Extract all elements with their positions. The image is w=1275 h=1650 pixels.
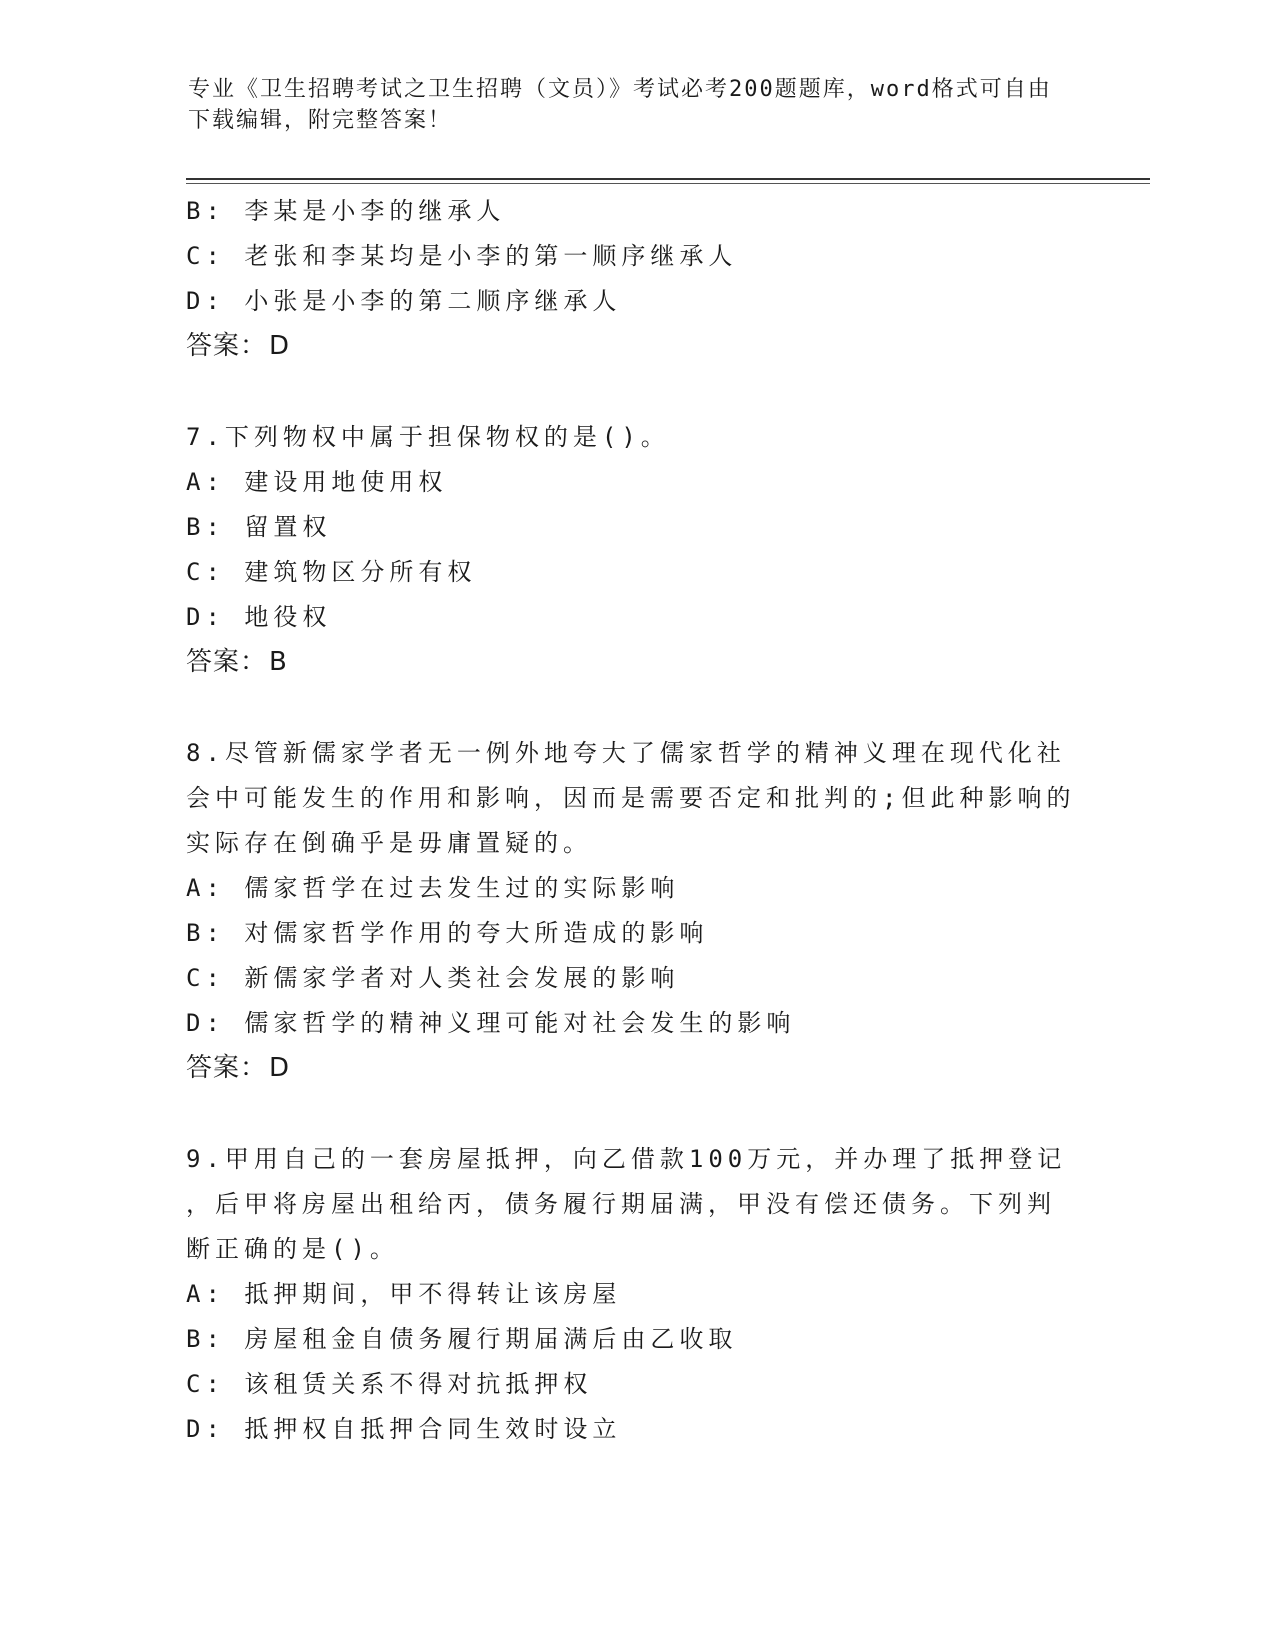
question-stem-line-3: 断正确的是()。: [186, 1235, 399, 1263]
answer-value: B: [269, 647, 288, 677]
answer-line: [186, 1046, 1076, 1091]
spacer: [186, 1091, 1076, 1137]
answer-line: [186, 640, 1076, 685]
header-divider: [186, 178, 1150, 180]
question-9: [186, 1137, 1076, 1452]
option-d: D: 小张是小李的第二顺序继承人: [186, 287, 622, 315]
option-b: B: 房屋租金自债务履行期届满后由乙收取: [186, 1325, 738, 1353]
option-b: B: 留置权: [186, 513, 332, 541]
question-list: [186, 189, 1076, 1452]
option-b: B: 对儒家哲学作用的夸大所造成的影响: [186, 919, 709, 947]
answer-label: 答案：: [186, 1053, 268, 1083]
answer-value: D: [269, 331, 291, 361]
answer-label: 答案：: [186, 647, 268, 677]
question-stem-line-2: ，后甲将房屋出租给丙，债务履行期届满，甲没有偿还债务。下列判: [186, 1190, 1056, 1218]
question-7: [186, 415, 1076, 685]
option-c: C: 该租赁关系不得对抗抵押权: [186, 1370, 593, 1398]
option-a: A: 建设用地使用权: [186, 468, 448, 496]
answer-line: [186, 324, 1076, 369]
question-stem: 7.下列物权中属于担保物权的是()。: [186, 423, 670, 451]
option-d: D: 抵押权自抵押合同生效时设立: [186, 1415, 622, 1443]
document-header: 专业《卫生招聘考试之卫生招聘（文员）》考试必考200题题库，word格式可自由下载编辑，附完整答案！: [188, 77, 1052, 133]
option-a: A: 儒家哲学在过去发生过的实际影响: [186, 874, 680, 902]
question-stem-line-3: 实际存在倒确乎是毋庸置疑的。: [186, 829, 592, 857]
answer-value: D: [269, 1053, 291, 1083]
option-c: C: 新儒家学者对人类社会发展的影响: [186, 964, 680, 992]
spacer: [186, 369, 1076, 415]
question-stem-line-1: 8.尽管新儒家学者无一例外地夸大了儒家哲学的精神义理在现代化社: [186, 739, 1066, 767]
option-c: C: 老张和李某均是小李的第一顺序继承人: [186, 242, 738, 270]
option-b: B: 李某是小李的继承人: [186, 197, 506, 225]
header-divider-thin: [186, 183, 1150, 184]
question-stem-line-1: 9.甲用自己的一套房屋抵押，向乙借款100万元，并办理了抵押登记: [186, 1145, 1067, 1173]
option-a: A: 抵押期间，甲不得转让该房屋: [186, 1280, 622, 1308]
option-c: C: 建筑物区分所有权: [186, 558, 477, 586]
question-8: [186, 731, 1076, 1091]
option-d: D: 儒家哲学的精神义理可能对社会发生的影响: [186, 1009, 796, 1037]
option-d: D: 地役权: [186, 603, 332, 631]
question-6-tail: [186, 189, 1076, 369]
question-stem-line-2: 会中可能发生的作用和影响，因而是需要否定和批判的;但此种影响的: [186, 784, 1076, 812]
answer-label: 答案：: [186, 331, 268, 361]
spacer: [186, 685, 1076, 731]
